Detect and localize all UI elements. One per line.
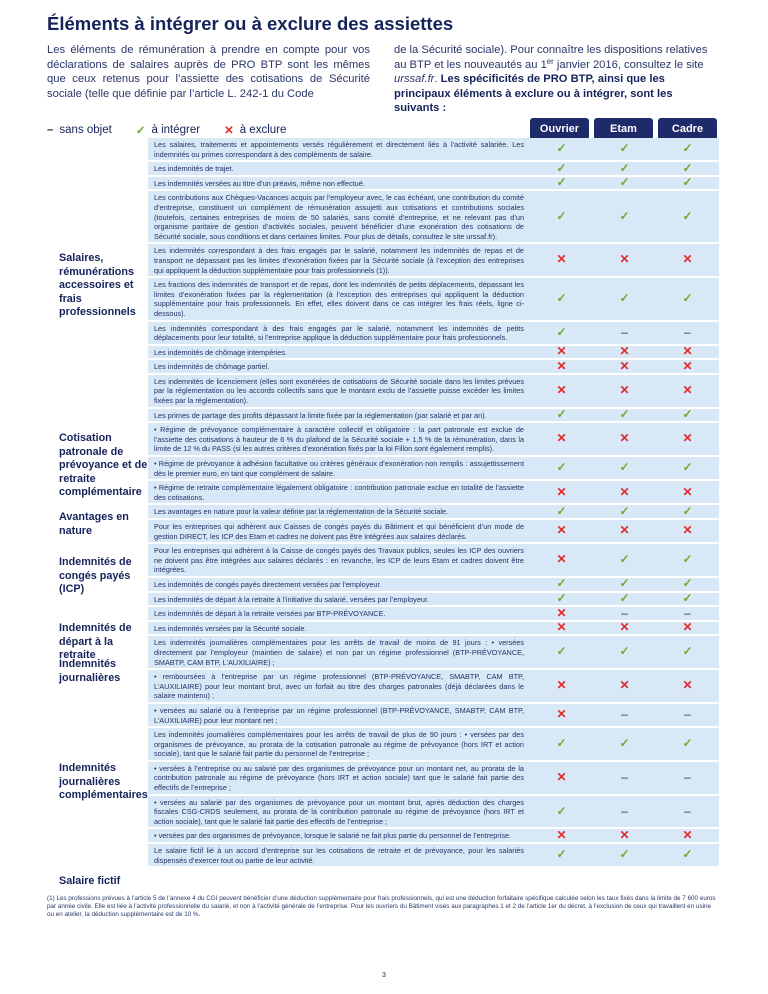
legend-check [136, 123, 200, 137]
cross-icon: ✕ [619, 827, 630, 842]
check-icon: ✓ [682, 160, 693, 175]
row-text: Les indemnités de départ à la retraite versées par BTP-PRÉVOYANCE. [154, 609, 386, 619]
cross-icon: ✕ [682, 678, 693, 693]
legend-cross [224, 123, 286, 137]
intro-right-text-2: janvier 2016, consultez le site [553, 58, 704, 71]
column-header-ouvrier: Ouvrier [530, 118, 589, 140]
row-text: Les indemnités versées par la Sécurité sociale. [154, 623, 307, 633]
check-icon: ✓ [619, 591, 630, 606]
check-icon: ✓ [556, 847, 567, 862]
intro-right-text: de la Sécurité sociale). Pour connaître les dispositions relatives au BTP et les nouveautés au 1 [394, 44, 708, 71]
category-depart-retraite: Indemnités de départ à la retraite [59, 622, 132, 661]
cross-icon: ✕ [619, 382, 630, 397]
intro-left: Les éléments de rémunération à prendre en compte pour vos déclarations de salaires auprès de PRO BTP sont les mêmes que ceux retenus pour l’assiette des cotisations de Sécurité sociale (telle que définie par l’article L. 242-1 du Code [47, 44, 370, 100]
row-text: Les indemnités journalières complémentaires pour les arrêts de travail de moins de 91 jours : • versées directement par l’employeur (maintien de salaire) et non par un régime professionnel (BTP-PRÉVOYANCE, SMABTP, CAM BTP, L’AUXILIAIRE) ; [154, 638, 524, 667]
check-icon: ✓ [619, 576, 630, 591]
check-icon: ✓ [556, 736, 567, 751]
row-text: Les primes de partage des profits dépassant la limite fixée par la réglementation (par salarié et par an). [154, 410, 487, 420]
table-row [148, 457, 719, 481]
cross-icon: ✕ [682, 344, 693, 359]
table-row [148, 423, 719, 457]
row-text: Les indemnités correspondant à des frais engagés par le salarié, notamment les indemnités de petits déplacements pour leur totalité, si l’entreprise applique la déduction supplémentaire pour frais professionnels. [154, 323, 524, 343]
check-icon: ✓ [556, 803, 567, 818]
row-text: • versées au salarié par des organismes de prévoyance pour un montant brut, après déduction des charges fiscales CSG-CRDS seulement, au prorata de la contribution patronale au régime de prévoyance (hors IRT et action sociale), tant que le salarié fait partie des effectifs de l’entreprise ; [154, 797, 524, 826]
check-icon: ✓ [619, 847, 630, 862]
check-icon: ✓ [556, 644, 567, 659]
check-icon: ✓ [619, 291, 630, 306]
check-icon: ✓ [619, 160, 630, 175]
table-row [148, 622, 719, 637]
table-row [148, 244, 719, 278]
row-text: Les salaires, traitements et appointements versés régulièrement et directement liés à l’activité salariée. Les indemnités ou primes correspondant à des compléments de salaire. [154, 140, 524, 159]
row-text: Les indemnités correspondant à des frais engagés par le salarié, notamment les indemnités de repas et de transport ne dépassant pas les limites d’exonération fixées par la Sécurité sociale (à l’exception des entreprises qui appliquent la déduction supplémentaire pour frais professionnels (1)). [154, 246, 524, 275]
intro [47, 43, 717, 116]
dash-icon: – [621, 605, 628, 620]
table-row [148, 728, 719, 762]
cross-icon: ✕ [682, 827, 693, 842]
legend-check-label: à intégrer [151, 124, 201, 136]
intro-right-text-3: . [434, 73, 441, 85]
row-text: Les indemnités de départ à la retraite à l’initiative du salarié, versées par l’employeur. [154, 594, 429, 604]
row-text: • versées au salarié ou à l’entreprise par un régime professionnel (BTP-PRÉVOYANCE, SMABTP, CAM BTP, L’AUXILIAIRE) pour leur montant net ; [154, 705, 524, 725]
category-icp: Indemnités de congés payés (ICP) [59, 556, 132, 595]
check-icon: ✓ [682, 591, 693, 606]
cross-icon: ✕ [619, 252, 630, 267]
table-row [148, 578, 719, 593]
category-cotisation: Cotisation patronale de prévoyance et de retraite complémentaire [59, 432, 148, 498]
table-row [148, 796, 719, 830]
cross-icon: ✕ [682, 382, 693, 397]
cross-icon: ✕ [556, 358, 567, 373]
urssaf-link[interactable]: urssaf.fr [394, 73, 435, 85]
table-row [148, 520, 719, 544]
dash-icon: – [684, 803, 691, 818]
cross-icon: ✕ [619, 344, 630, 359]
cross-icon: ✕ [556, 344, 567, 359]
intro-right [394, 43, 717, 116]
table-row [148, 844, 719, 868]
check-icon: ✓ [682, 736, 693, 751]
category-ij-complementaires: Indemnités journalières complémentaires [59, 762, 148, 801]
category-indemnites-journalieres: Indemnités journalières [59, 658, 121, 684]
table-row [148, 278, 719, 321]
check-icon: ✓ [556, 503, 567, 518]
legend-dash-label: sans objet [59, 124, 112, 136]
cross-icon: ✕ [556, 431, 567, 446]
table-row [148, 704, 719, 728]
cross-icon: ✕ [556, 382, 567, 397]
check-icon: ✓ [556, 175, 567, 190]
cross-icon: ✕ [682, 358, 693, 373]
table-body [148, 138, 719, 868]
check-icon: ✓ [619, 209, 630, 224]
row-text: Les indemnités journalières complémentaires pour les arrêts de travail de plus de 90 jours : • versées par des organismes de prévoyance, au prorata de la cotisation patronale au régime de prévoyance (hors IRT et action sociale), tant que le salarié fait partie du personnel de l’entreprise ; [154, 730, 524, 759]
row-text: Les indemnités de chômage intempéries. [154, 347, 288, 357]
category-salaires: Salaires, rémunérations accessoires et frais professionnels [59, 252, 136, 318]
check-icon: ✓ [682, 291, 693, 306]
cross-icon: ✕ [682, 431, 693, 446]
table-row [148, 593, 719, 608]
dash-icon: – [684, 707, 691, 722]
table-row [148, 162, 719, 177]
row-text: Le salaire fictif lié à un accord d’entreprise sur les cotisations de retraite et de prévoyance, pour les salariés dispensés d’exercer tout ou partie de leur activité. [154, 846, 524, 865]
check-icon: ✓ [682, 175, 693, 190]
check-icon: ✓ [556, 591, 567, 606]
row-text: Les fractions des indemnités de transport et de repas, dont les indemnités de petits déplacements, dépassant les limites d’exonération fixées par la réglementation (à l’exception des entreprises qui appliquent la déduction supplémentaire pour frais professionnels. En effet, elles doivent dans ce cas intégrer les frais réels, ligne ci-dessous). [154, 280, 524, 318]
cross-icon: ✕ [556, 552, 567, 567]
cross-icon: ✕ [556, 523, 567, 538]
table-row [148, 829, 719, 844]
check-icon: ✓ [135, 125, 146, 137]
row-text: • Régime de prévoyance à adhésion facultative ou critères généraux d’exonération non remplis : assujettissement dès le premier euro, en tant que complément de salaire. [154, 459, 524, 478]
page-title: Éléments à intégrer ou à exclure des assiettes [47, 13, 454, 34]
cross-icon: ✕ [619, 358, 630, 373]
table-row [148, 544, 719, 578]
table-row [148, 607, 719, 622]
cross-icon: ✕ [619, 431, 630, 446]
check-icon: ✓ [556, 576, 567, 591]
check-icon: ✓ [619, 141, 630, 156]
page-number: 3 [382, 972, 386, 979]
column-header-cadre: Cadre [658, 118, 717, 140]
check-icon: ✓ [556, 291, 567, 306]
check-icon: ✓ [682, 847, 693, 862]
cross-icon: ✕ [682, 252, 693, 267]
dash-icon: – [621, 324, 628, 339]
table-row [148, 360, 719, 375]
row-text: Les indemnités de licenciement (elles sont exonérées de cotisations de Sécurité sociale dans les limites prévues par la réglementation ou les accords collectifs sans que le montant exclu de l’assiette puisse excéder les limites fixées par la réglementation). [154, 376, 524, 406]
row-text: Les indemnités versées au titre d’un préavis, même non effectué. [154, 178, 365, 188]
table-row [148, 138, 719, 162]
row-text: Les avantages en nature pour la valeur définie par la réglementation de la Sécurité sociale. [154, 507, 449, 517]
dash-icon: – [684, 769, 691, 784]
cross-icon: ✕ [619, 523, 630, 538]
check-icon: ✓ [682, 407, 693, 422]
cross-icon: ✕ [556, 484, 567, 499]
row-text: Pour les entreprises qui adhèrent aux Caisses de congés payés du Bâtiment et qui bénéficient d’un mode de gestion DIRECT, les ICP des Etam et cadres ne doivent pas être intégrées aux salaires déclarés. [154, 522, 524, 541]
check-icon: ✓ [556, 209, 567, 224]
row-text: • Régime de prévoyance complémentaire à caractère collectif et obligatoire : la part patronale est exclue de l’assiette des cotisations à hauteur de 6 % du plafond de la Sécurité sociale + 1,5 % de la rémunération, dans la limite de 12 % du PASS (si les autres critères d’exonération fixés par la loi Fillon sont également remplis). [154, 425, 524, 454]
cross-icon: ✕ [556, 769, 567, 784]
dash-icon: – [47, 124, 54, 136]
check-icon: ✓ [619, 552, 630, 567]
check-icon: ✓ [619, 736, 630, 751]
check-icon: ✓ [619, 503, 630, 518]
dash-icon: – [621, 803, 628, 818]
cross-icon: ✕ [556, 678, 567, 693]
cross-icon: ✕ [619, 678, 630, 693]
legend-dash [47, 123, 112, 137]
cross-icon: ✕ [224, 125, 234, 137]
dash-icon: – [684, 324, 691, 339]
cross-icon: ✕ [556, 707, 567, 722]
check-icon: ✓ [682, 644, 693, 659]
check-icon: ✓ [556, 407, 567, 422]
cross-icon: ✕ [556, 620, 567, 635]
check-icon: ✓ [682, 503, 693, 518]
check-icon: ✓ [619, 460, 630, 475]
cross-icon: ✕ [619, 484, 630, 499]
check-icon: ✓ [556, 324, 567, 339]
cross-icon: ✕ [682, 523, 693, 538]
row-text: • versées à l’entreprise ou au salarié par des organismes de prévoyance pour un montant net, au prorata de la contribution patronale au régime de prévoyance (hors IRT et action sociale) tant que le salarié fait partie des effectifs de l’entreprise ; [154, 763, 524, 793]
footnote: (1) Les professions prévues à l’article 5 de l’annexe 4 du CGI peuvent bénéficier d’une déduction supplémentaire pour frais professionnels, qui est une déduction forfaitaire spécifique calculée selon les taux fixés dans la limite de 7 600 euros par année civile. Elle est liée à l’activité professionnelle du salarié, et non à l’activité générale de l’entreprise. Pour les ouvriers du Bâtiment visés aux paragraphes 1 et 2 de l’article 1er du décret, à l’exclusion de ceux qui travaillent en usine ou en atelier, la déduction supplémentaire est de 10 %. [47, 895, 716, 919]
table-row [148, 409, 719, 424]
cross-icon: ✕ [682, 620, 693, 635]
check-icon: ✓ [682, 209, 693, 224]
table-row [148, 670, 719, 704]
cross-icon: ✕ [682, 484, 693, 499]
row-text: • Régime de retraite complémentaire légalement obligatoire : contribution patronale exclue en totalité de l’assiette des cotisations. [154, 483, 524, 502]
check-icon: ✓ [682, 141, 693, 156]
check-icon: ✓ [682, 460, 693, 475]
check-icon: ✓ [556, 160, 567, 175]
cross-icon: ✕ [556, 827, 567, 842]
legend [47, 123, 286, 137]
check-icon: ✓ [619, 175, 630, 190]
row-text: Pour les entreprises qui adhèrent à la Caisse de congés payés des Travaux publics, seules les ICP des ouvriers ne doivent pas être intégrées aux salaires déclarés : en revanche, les ICP de leurs Etam et cadres doivent être intégrées. [154, 546, 524, 575]
check-icon: ✓ [556, 460, 567, 475]
dash-icon: – [684, 605, 691, 620]
table-row [148, 191, 719, 244]
row-text: Les indemnités de congés payés directement versées par l’employeur. [154, 579, 382, 589]
check-icon: ✓ [619, 644, 630, 659]
row-text: • versées par des organismes de prévoyance, lorsque le salarié ne fait plus partie du personnel de l’entreprise. [154, 831, 512, 841]
check-icon: ✓ [682, 576, 693, 591]
legend-cross-label: à exclure [239, 124, 287, 136]
check-icon: ✓ [556, 141, 567, 156]
table-row [148, 322, 719, 346]
table-row [148, 636, 719, 670]
column-header-etam: Etam [594, 118, 653, 140]
table-row [148, 346, 719, 361]
check-icon: ✓ [682, 552, 693, 567]
row-text: • remboursées à l’entreprise par un régime professionnel (BTP-PRÉVOYANCE, SMABTP, CAM BTP, L’AUXILIAIRE) pour leur montant brut, avec un forfait au titre des charges patronales (déjà déclarées dans le salaire maintenu) ; [154, 672, 524, 701]
check-icon: ✓ [619, 407, 630, 422]
cross-icon: ✕ [556, 605, 567, 620]
dash-icon: – [621, 707, 628, 722]
table-row [148, 481, 719, 505]
dash-icon: – [621, 769, 628, 784]
table-row [148, 505, 719, 520]
category-avantages: Avantages en nature [59, 511, 129, 537]
table-row [148, 177, 719, 192]
row-text: Les contributions aux Chèques-Vacances acquis par l’employeur avec, le cas échéant, une contribution du comité d’entreprise, constituent un complément de rémunération assujetti aux cotisations et contributions sociales (toutefois, certaines entreprises de moins de 50 salariés, sans comité d’entreprise, et ne relevant pas d’un organisme paritaire de gestion d’activités sociales, peuvent bénéficier d’une exonération des cotisations de Sécurité sociale, sous conditions et dans certaines limites. Pour plus de détails, consultez le site urssaf.fr). [154, 193, 524, 241]
intro-bold: Les spécificités de PRO BTP, ainsi que les principaux éléments à exclure ou à intégrer, sont les suivants : [394, 73, 673, 114]
cross-icon: ✕ [619, 620, 630, 635]
cross-icon: ✕ [556, 252, 567, 267]
table-row [148, 375, 719, 409]
row-text: Les indemnités de trajet. [154, 164, 234, 174]
category-salaire-fictif: Salaire fictif [59, 875, 121, 887]
intro-sup: er [546, 56, 554, 66]
row-text: Les indemnités de chômage partiel. [154, 362, 270, 372]
table-row [148, 762, 719, 796]
